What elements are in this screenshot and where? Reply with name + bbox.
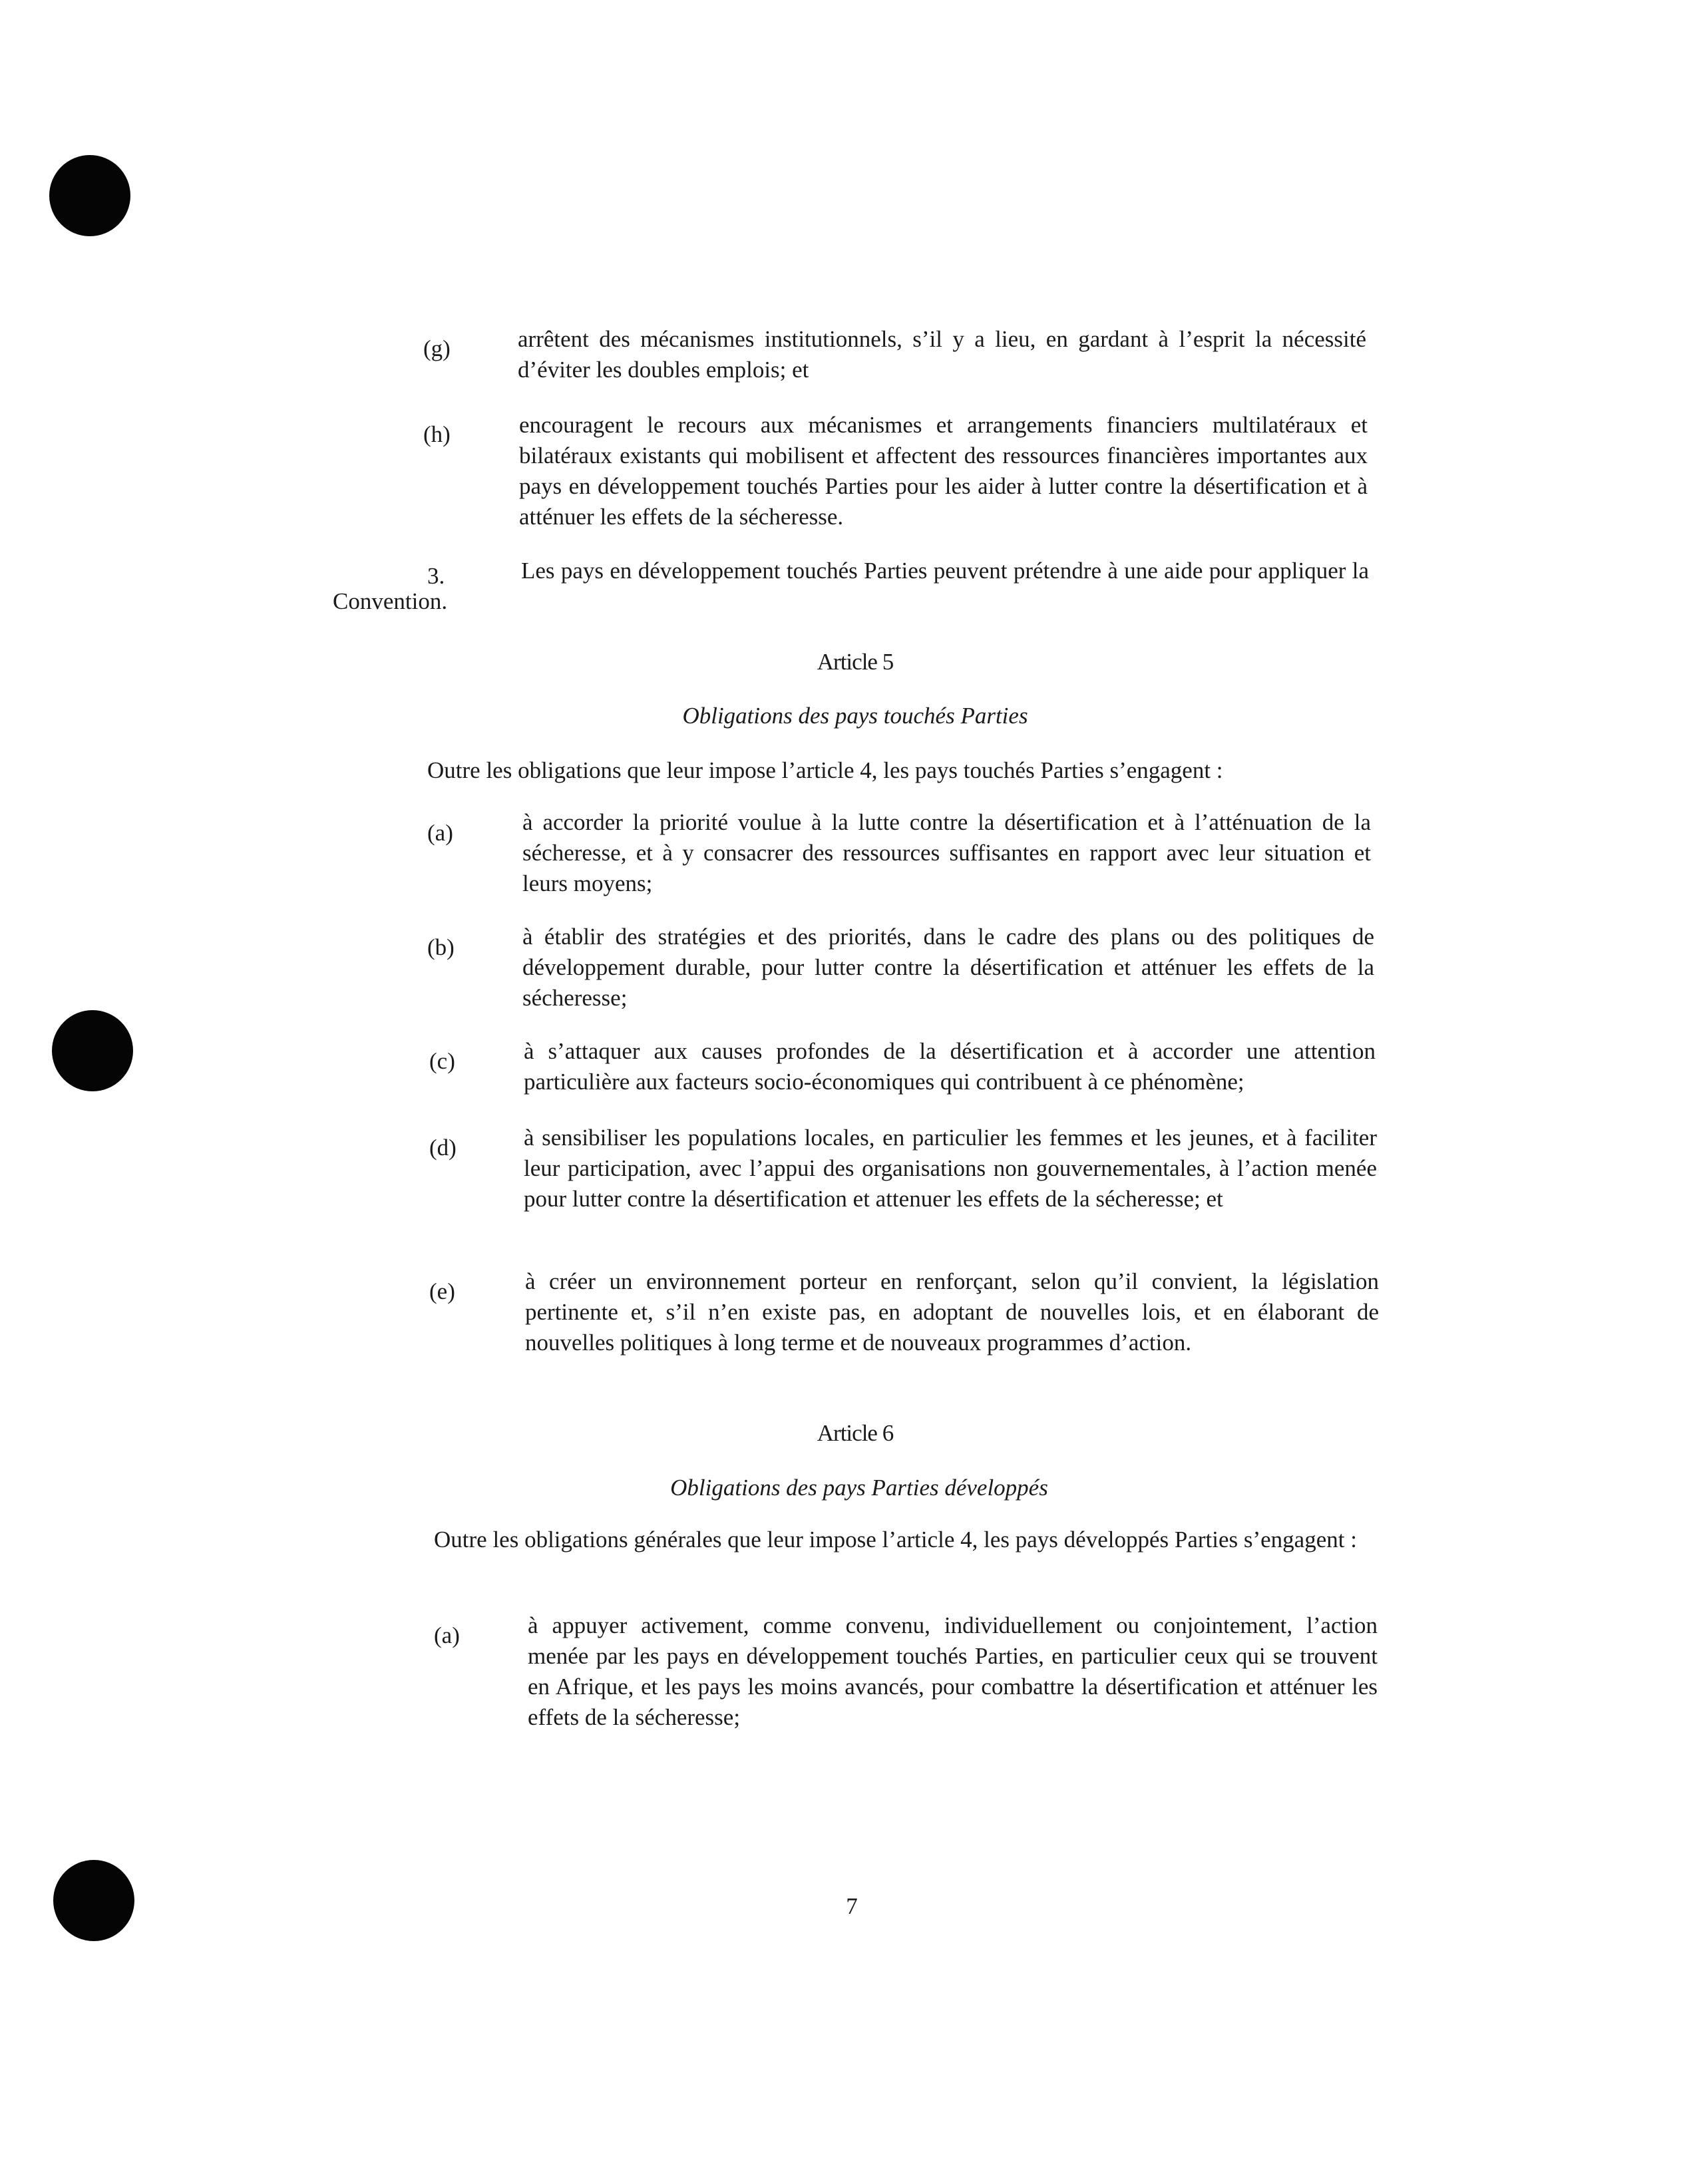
- article-subtitle: Obligations des pays touchés Parties: [682, 703, 1028, 729]
- article-heading: Article 6: [817, 1420, 894, 1446]
- list-item-label: (b): [427, 934, 455, 960]
- list-item-text: à s’attaquer aux causes profondes de la désertification et à accorder une attention particulière aux facteurs socio-économiques qui contribuent à ce phénomène;: [524, 1038, 1376, 1095]
- list-item-text: à établir des stratégies et des priorités, dans le cadre des plans ou des politiques de développement durable, pour lutter contre la désertification et atténuer les effets de la sécheresse;: [522, 924, 1374, 1011]
- list-item-label: (e): [429, 1278, 455, 1304]
- list-item-text: à sensibiliser les populations locales, en particulier les femmes et les jeunes, et à faciliter leur participation, avec l’appui des organisations non gouvernementales, à l’action menée pour lutter contre la désertification et attenuer les effets de la sécheresse; et: [524, 1125, 1377, 1212]
- list-item-text: à appuyer activement, comme convenu, individuellement ou conjointement, l’action menée par les pays en développement touchés Parties, en particulier ceux qui se trouvent en Afrique, et les pays les moins avancés, pour combattre la désertification et atténuer les effets de la sécheresse;: [528, 1612, 1378, 1730]
- list-item-label: (h): [423, 421, 451, 447]
- list-item-text: encouragent le recours aux mécanismes et arrangements financiers multilatéraux et bilatéraux existants qui mobilisent et affectent des ressources financières importantes aux pays en développement touchés Parties pour les aider à lutter contre la désertification et à atténuer les effets de la sécheresse.: [519, 412, 1368, 530]
- paragraph-text: Les pays en développement touchés Parties peuvent prétendre à une aide pour appliquer la Convention.: [333, 558, 1369, 614]
- list-item-text: à accorder la priorité voulue à la lutte contre la désertification et à l’atténuation de la sécheresse, et à y consacrer des ressources suffisantes en rapport avec leur situation et leurs moyens;: [522, 809, 1371, 896]
- list-item-label: (g): [423, 335, 451, 361]
- punch-hole: [49, 155, 130, 236]
- punch-hole: [52, 1010, 133, 1091]
- list-item-text: à créer un environnement porteur en renforçant, selon qu’il convient, la législation pertinente et, s’il n’en existe pas, en adoptant de nouvelles lois, et en élaborant de nouvelles politiques à long terme et de nouveaux programmes d’action.: [525, 1268, 1379, 1356]
- article-intro: Outre les obligations générales que leur impose l’article 4, les pays développés Parties s’engagent :: [434, 1527, 1357, 1552]
- page-number: 7: [846, 1893, 858, 1919]
- punch-hole: [53, 1860, 134, 1941]
- list-item-label: (d): [429, 1135, 457, 1161]
- list-item-text: arrêtent des mécanismes institutionnels, s’il y a lieu, en gardant à l’esprit la nécessité d’éviter les doubles emplois; et: [518, 326, 1366, 383]
- list-item-label: (a): [427, 820, 453, 846]
- article-heading: Article 5: [817, 649, 894, 675]
- paragraph-number: 3.: [427, 563, 445, 589]
- list-item-label: (c): [429, 1048, 455, 1074]
- article-subtitle: Obligations des pays Parties développés: [670, 1475, 1048, 1501]
- list-item-label: (a): [434, 1622, 460, 1648]
- article-intro: Outre les obligations que leur impose l’article 4, les pays touchés Parties s’engagent :: [427, 757, 1223, 783]
